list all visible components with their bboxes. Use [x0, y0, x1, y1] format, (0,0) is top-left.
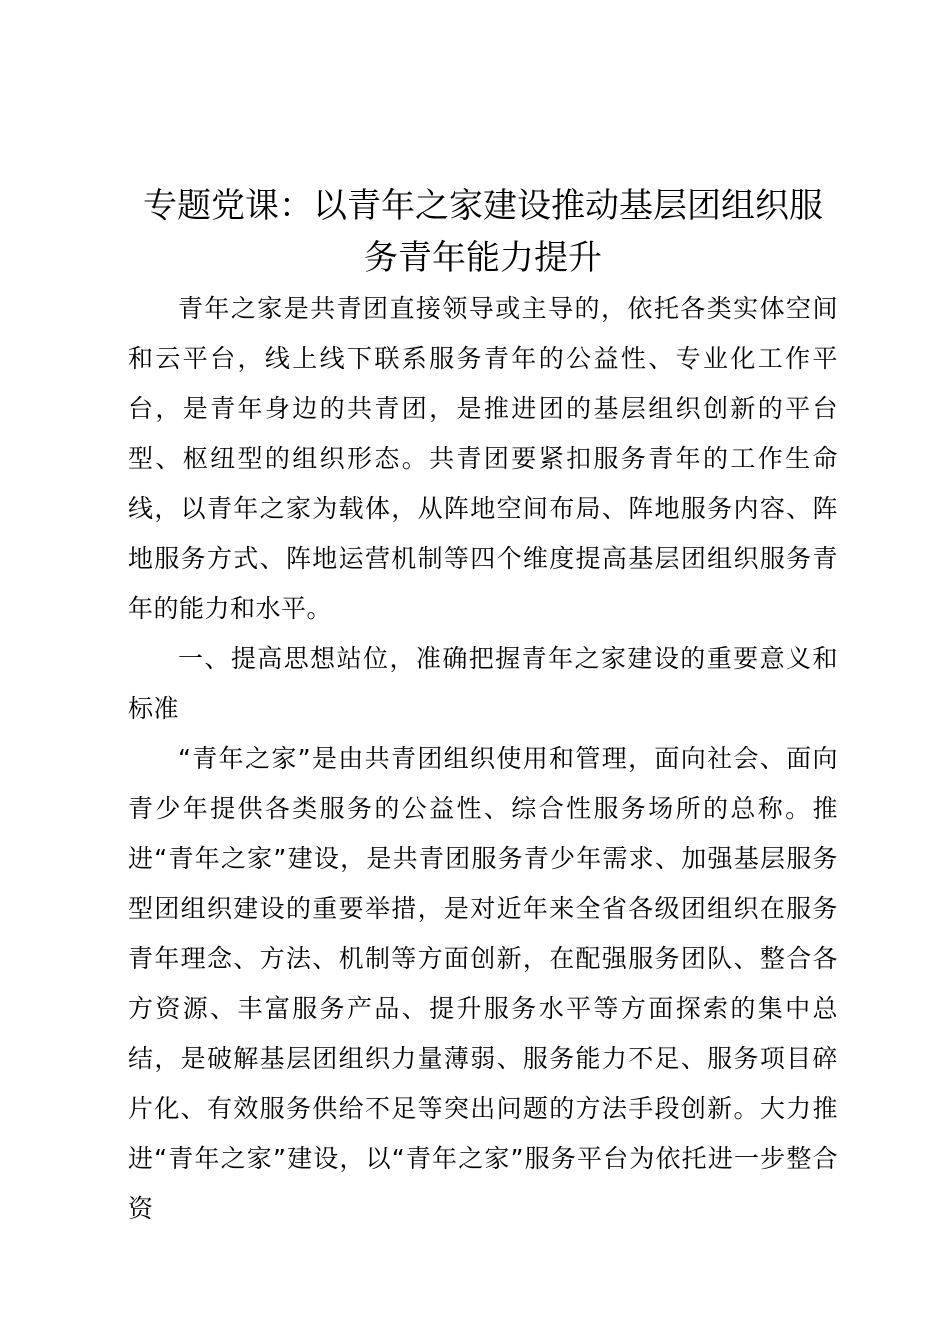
body-paragraph-intro: 青年之家是共青团直接领导或主导的，依托各类实体空间和云平台，线上线下联系服务青年的公益性、专业化工作平台，是青年身边的共青团，是推进团的基层组织创新的平台型、枢纽型的组织形态。共青团要紧扣服务青年的工作生命线，以青年之家为载体，从阵地空间布局、阵地服务内容、阵地服务方式、阵地运营机制等四个维度提高基层团组织服务青年的能力和水平。: [128, 294, 838, 623]
body-paragraph-section-1: “青年之家”是由共青团组织使用和管理，面向社会、面向青少年提供各类服务的公益性、综合性服务场所的总称。推进“青年之家”建设，是共青团服务青少年需求、加强基层服务型团组织建设的重要举措，是对近年来全省各级团组织在服务青年理念、方法、机制等方面创新，在配强服务团队、整合各方资源、丰富服务产品、提升服务水平等方面探索的集中总结，是破解基层团组织力量薄弱、服务能力不足、服务项目碎片化、有效服务供给不足等突出问题的方法手段创新。大力推进“青年之家”建设，以“青年之家”服务平台为依托进一步整合资: [128, 744, 838, 1223]
document-page: [128, 180, 838, 1234]
section-heading-1: 一、提高思想站位，准确把握青年之家建设的重要意义和标准: [128, 644, 838, 723]
document-title: 专题党课：以青年之家建设推动基层团组织服务青年能力提升: [143, 186, 823, 278]
